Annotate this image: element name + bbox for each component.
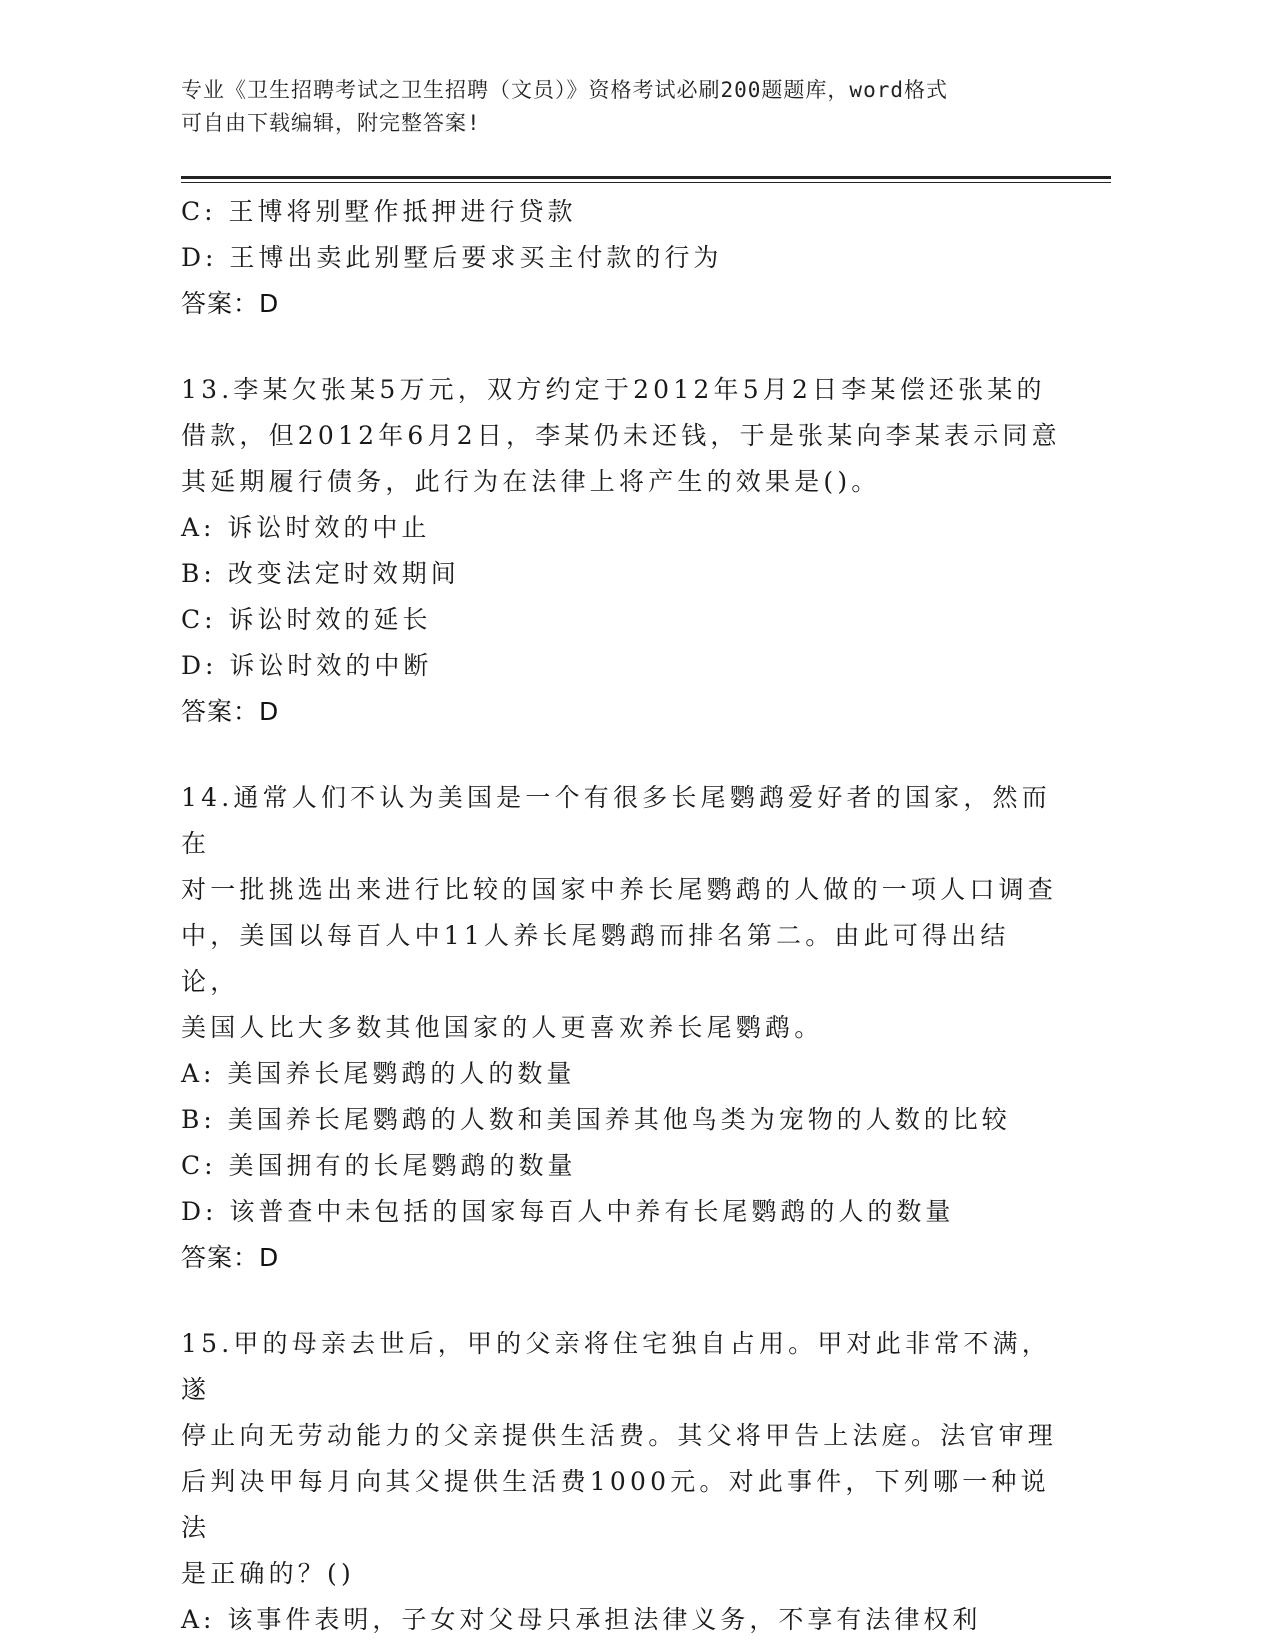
answer-line: 答案：D — [181, 289, 280, 318]
document-header — [181, 74, 1031, 140]
option-a: A: 美国养长尾鹦鹉的人的数量 — [181, 1059, 576, 1088]
option-d: D: 诉讼时效的中断 — [181, 651, 433, 680]
question-stem-line: 停止向无劳动能力的父亲提供生活费。其父将甲告上法庭。法官审理 — [181, 1421, 1058, 1450]
question-stem-line: 15.甲的母亲去世后，甲的父亲将住宅独自占用。甲对此非常不满，遂 — [181, 1329, 1051, 1404]
question-stem-line: 其延期履行债务，此行为在法律上将产生的效果是()。 — [181, 467, 881, 496]
question-stem-line: 13.李某欠张某5万元，双方约定于2012年5月2日李某偿还张某的 — [181, 375, 1046, 404]
question-12-continuation — [181, 189, 1061, 327]
header-line-2: 可自由下载编辑，附完整答案! — [181, 111, 481, 135]
question-stem-line: 后判决甲每月向其父提供生活费1000元。对此事件，下列哪一种说法 — [181, 1467, 1050, 1542]
option-a: A: 诉讼时效的中止 — [181, 513, 431, 542]
option-b: B: 改变法定时效期间 — [181, 559, 460, 588]
question-stem-line: 14.通常人们不认为美国是一个有很多长尾鹦鹉爱好者的国家，然而在 — [181, 783, 1051, 858]
question-stem-line: 美国人比大多数其他国家的人更喜欢养长尾鹦鹉。 — [181, 1013, 824, 1042]
header-rule-thin — [181, 182, 1111, 183]
document-body — [181, 189, 1061, 1643]
option-c: C: 诉讼时效的延长 — [181, 605, 432, 634]
option-c: C: 美国拥有的长尾鹦鹉的数量 — [181, 1151, 577, 1180]
option-c: C: 王博将别墅作抵押进行贷款 — [181, 197, 577, 226]
answer-line: 答案：D — [181, 697, 280, 726]
header-rule-thick — [181, 176, 1111, 179]
question-13 — [181, 367, 1061, 735]
answer-line: 答案：D — [181, 1243, 280, 1272]
question-14 — [181, 775, 1061, 1281]
question-stem-line: 借款，但2012年6月2日，李某仍未还钱，于是张某向李某表示同意 — [181, 421, 1061, 450]
option-d: D: 王博出卖此别墅后要求买主付款的行为 — [181, 243, 723, 272]
option-b: B: 美国养长尾鹦鹉的人数和美国养其他鸟类为宠物的人数的比较 — [181, 1105, 1011, 1134]
question-stem-line: 对一批挑选出来进行比较的国家中养长尾鹦鹉的人做的一项人口调查 — [181, 875, 1058, 904]
option-a: A: 该事件表明，子女对父母只承担法律义务，不享有法律权利 — [181, 1605, 982, 1634]
option-d: D: 该普查中未包括的国家每百人中养有长尾鹦鹉的人的数量 — [181, 1197, 955, 1226]
question-15 — [181, 1321, 1061, 1643]
question-stem-line: 中，美国以每百人中11人养长尾鹦鹉而排名第二。由此可得出结论， — [181, 921, 1010, 996]
question-stem-line: 是正确的？() — [181, 1559, 355, 1588]
header-line-1: 专业《卫生招聘考试之卫生招聘（文员）》资格考试必刷200题题库，word格式 — [181, 78, 948, 102]
